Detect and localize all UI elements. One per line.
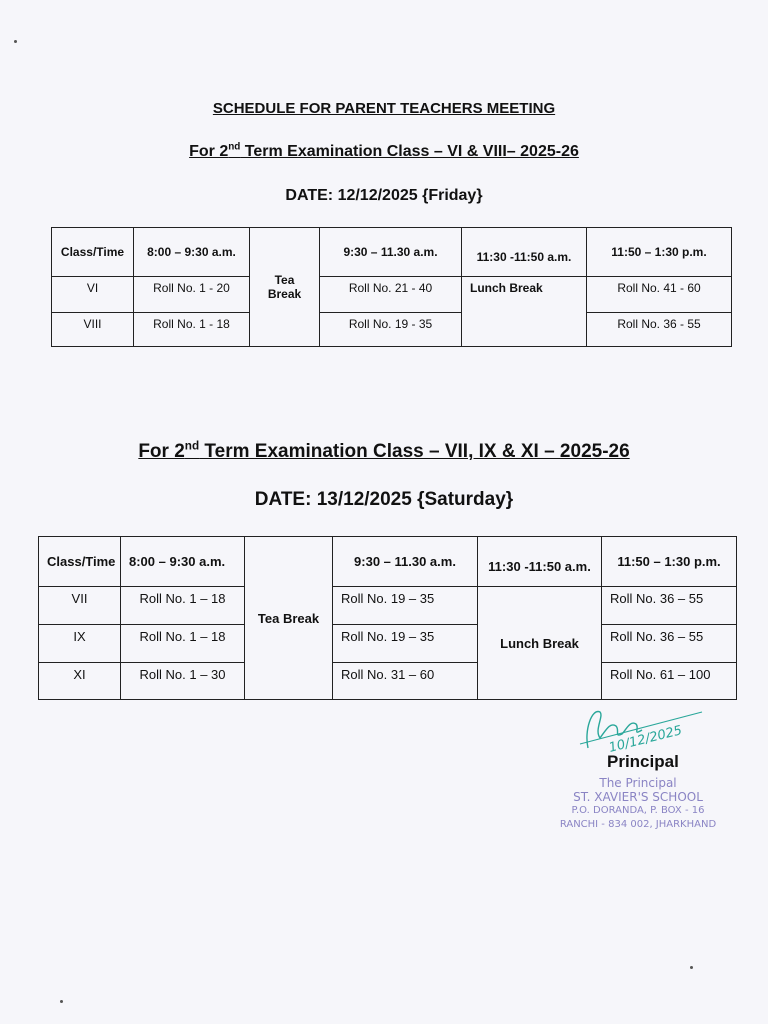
class-cell: VII	[39, 587, 121, 625]
header-slot2: 9:30 – 11.30 a.m.	[320, 228, 462, 277]
session1-heading: For 2nd Term Examination Class – VI & VIII– 2025-26	[189, 141, 579, 160]
scan-speck	[14, 40, 17, 43]
signature-date: 10/12/2025	[607, 723, 684, 756]
slot2-cell: Roll No. 31 – 60	[333, 663, 478, 700]
table-row	[52, 313, 732, 347]
tea-break-cell: Tea Break	[250, 228, 320, 347]
header-slot3: 11:50 – 1:30 p.m.	[602, 537, 737, 587]
principal-signature	[570, 700, 710, 760]
principal-label: Principal	[607, 752, 679, 771]
slot1-cell: Roll No. 1 – 30	[121, 663, 245, 700]
class-cell: IX	[39, 625, 121, 663]
slot3-cell: Roll No. 61 – 100	[602, 663, 737, 700]
slot2-cell: Roll No. 19 - 35	[320, 313, 462, 347]
scan-speck	[60, 1000, 63, 1003]
document-title: SCHEDULE FOR PARENT TEACHERS MEETING	[212, 100, 556, 117]
session1-date: DATE: 12/12/2025 {Friday}	[285, 187, 483, 204]
stamp-line-1: The Principal	[599, 776, 677, 790]
school-stamp	[548, 776, 728, 832]
table-row	[39, 587, 737, 625]
header-slot2: 9:30 – 11.30 a.m.	[333, 537, 478, 587]
scan-speck	[690, 966, 693, 969]
slot2-cell: Roll No. 21 - 40	[320, 277, 462, 313]
slot2-cell: Roll No. 19 – 35	[333, 625, 478, 663]
header-slot1: 8:00 – 9:30 a.m.	[121, 537, 245, 587]
header-lunch-time: 11:30 -11:50 a.m.	[462, 228, 587, 277]
slot3-cell: Roll No. 41 - 60	[587, 277, 732, 313]
table-header-row	[52, 228, 732, 277]
session2-table	[38, 536, 737, 700]
tea-break-cell: Tea Break	[245, 537, 333, 700]
header-slot1: 8:00 – 9:30 a.m.	[134, 228, 250, 277]
slot2-cell: Roll No. 19 – 35	[333, 587, 478, 625]
class-cell: XI	[39, 663, 121, 700]
slot1-cell: Roll No. 1 - 18	[134, 313, 250, 347]
session2-date: DATE: 13/12/2025 {Saturday}	[254, 489, 514, 510]
slot1-cell: Roll No. 1 – 18	[121, 625, 245, 663]
table-row	[39, 625, 737, 663]
slot3-cell: Roll No. 36 – 55	[602, 625, 737, 663]
class-cell: VIII	[52, 313, 134, 347]
table-row	[52, 277, 732, 313]
table-row	[39, 663, 737, 700]
lunch-break-cell: Lunch Break	[478, 587, 602, 700]
slot3-cell: Roll No. 36 - 55	[587, 313, 732, 347]
session1-table	[51, 227, 732, 347]
slot1-cell: Roll No. 1 - 20	[134, 277, 250, 313]
slot1-cell: Roll No. 1 – 18	[121, 587, 245, 625]
stamp-line-4: RANCHI - 834 002, JHARKHAND	[559, 819, 717, 830]
header-class-time: Class/Time	[52, 228, 134, 277]
header-class-time: Class/Time	[39, 537, 121, 587]
slot3-cell: Roll No. 36 – 55	[602, 587, 737, 625]
header-lunch-time: 11:30 -11:50 a.m.	[478, 537, 602, 587]
table-header-row	[39, 537, 737, 587]
header-slot3: 11:50 – 1:30 p.m.	[587, 228, 732, 277]
stamp-line-3: P.O. DORANDA, P. BOX - 16	[571, 805, 705, 816]
session2-heading: For 2nd Term Examination Class – VII, IX & XI – 2025-26	[138, 439, 630, 462]
stamp-line-2: ST. XAVIER'S SCHOOL	[573, 790, 703, 804]
lunch-break-cell: Lunch Break	[462, 277, 587, 347]
class-cell: VI	[52, 277, 134, 313]
